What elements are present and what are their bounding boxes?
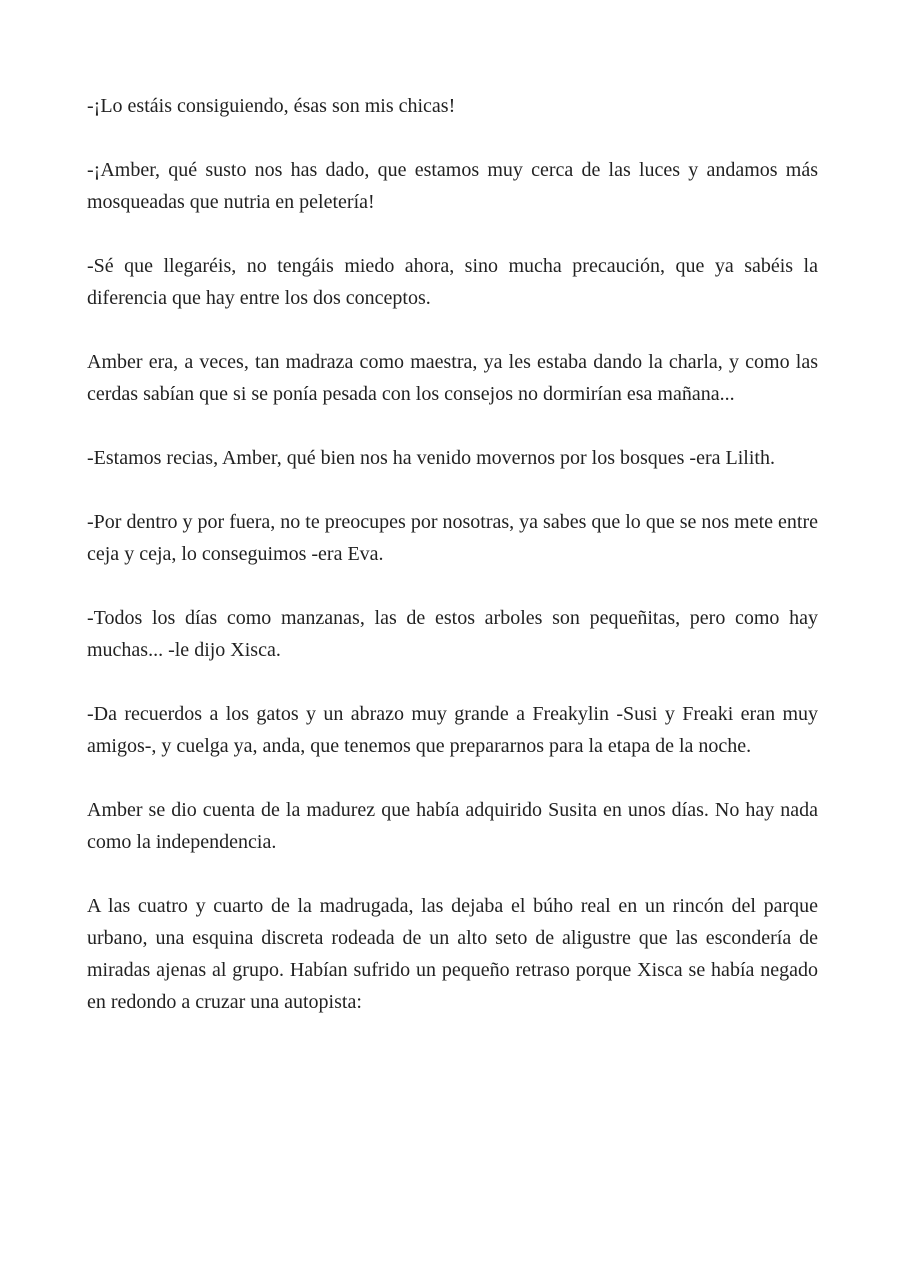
paragraph-5: -Estamos recias, Amber, qué bien nos ha venido movernos por los bosques -era Lilith. — [87, 447, 775, 469]
paragraph-6: -Por dentro y por fuera, no te preocupes por nosotras, ya sabes que lo que se nos mete entre ceja y ceja, lo conseguimos -era Eva. — [87, 511, 818, 565]
paragraph-10: A las cuatro y cuarto de la madrugada, las dejaba el búho real en un rincón del parque urbano, una esquina discreta rodeada de un alto seto de aligustre que las escondería de miradas ajenas al grupo. Habían sufrido un pequeño retraso porque Xisca se había negado en redondo a cruzar una autopista: — [87, 895, 818, 1013]
paragraph-1: -¡Lo estáis consiguiendo, ésas son mis chicas! — [87, 95, 456, 117]
document-body — [87, 90, 818, 1050]
paragraph-2: -¡Amber, qué susto nos has dado, que estamos muy cerca de las luces y andamos más mosqueadas que nutria en peletería! — [87, 159, 818, 213]
paragraph-9: Amber se dio cuenta de la madurez que había adquirido Susita en unos días. No hay nada como la independencia. — [87, 799, 818, 853]
paragraph-7: -Todos los días como manzanas, las de estos arboles son pequeñitas, pero como hay muchas... -le dijo Xisca. — [87, 607, 818, 661]
paragraph-4: Amber era, a veces, tan madraza como maestra, ya les estaba dando la charla, y como las cerdas sabían que si se ponía pesada con los consejos no dormirían esa mañana... — [87, 351, 818, 405]
paragraph-8: -Da recuerdos a los gatos y un abrazo muy grande a Freakylin -Susi y Freaki eran muy amigos-, y cuelga ya, anda, que tenemos que prepararnos para la etapa de la noche. — [87, 703, 818, 757]
paragraph-3: -Sé que llegaréis, no tengáis miedo ahora, sino mucha precaución, que ya sabéis la diferencia que hay entre los dos conceptos. — [87, 255, 818, 309]
